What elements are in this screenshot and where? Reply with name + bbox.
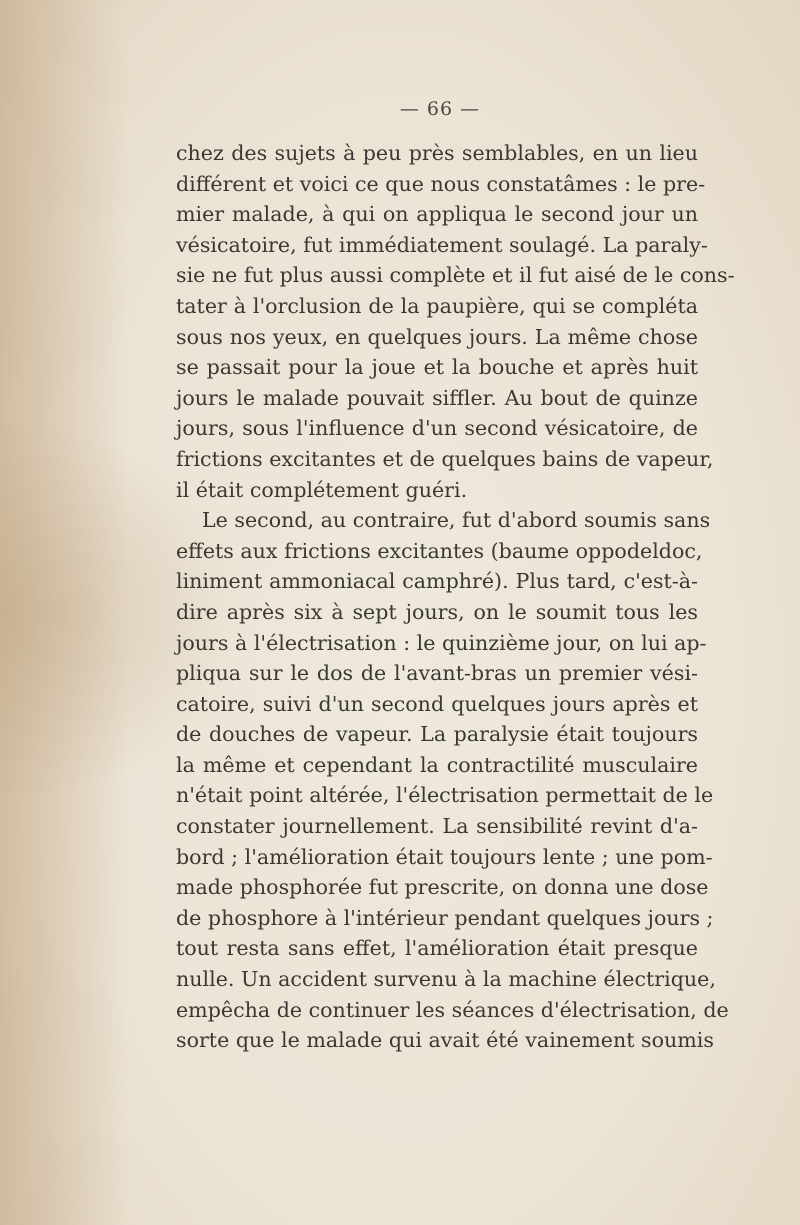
text-line: mier malade, à qui on appliqua le second jour un: [176, 202, 698, 227]
text-line: sorte que le malade qui avait été vainement soumis: [176, 1028, 714, 1053]
text-line: de douches de vapeur. La paralysie était toujours: [176, 722, 698, 747]
text-line: Le second, au contraire, fut d'abord soumis sans: [202, 508, 711, 533]
text-line: liniment ammoniacal camphré). Plus tard, c'est-à-: [176, 569, 698, 594]
text-line: made phosphorée fut prescrite, on donna une dose: [176, 875, 709, 900]
text-line: sous nos yeux, en quelques jours. La même chose: [176, 324, 698, 349]
text-line: effets aux frictions excitantes (baume oppodeldoc,: [176, 538, 703, 563]
page-number: — 66 —: [399, 98, 481, 120]
text-line: jours à l'électrisation : le quinzième jour, on lui ap-: [176, 630, 707, 655]
text-line: catoire, suivi d'un second quelques jours après et: [176, 691, 698, 716]
text-line: pliqua sur le dos de l'avant-bras un premier vési-: [176, 661, 698, 686]
text-line: chez des sujets à peu près semblables, en un lieu: [176, 141, 698, 165]
text-line: nulle. Un accident survenu à la machine électrique,: [176, 967, 716, 992]
text-line: jours le malade pouvait siffler. Au bout de quinze: [176, 385, 698, 410]
text-line: il était complétement guéri.: [176, 477, 468, 502]
text-line: dire après six à sept jours, on le soumit tous les: [176, 599, 698, 624]
text-line: constater journellement. La sensibilité revint d'a-: [176, 814, 698, 839]
text-line: frictions excitantes et de quelques bains de vapeur,: [176, 446, 714, 471]
text-line: différent et voici ce que nous constatâmes : le pre-: [176, 171, 706, 196]
text-line: tater à l'orclusion de la paupière, qui se compléta: [176, 293, 698, 318]
text-line: n'était point altérée, l'électrisation permettait de le: [176, 783, 714, 808]
text-line: jours, sous l'influence d'un second vésicatoire, de: [176, 416, 698, 441]
page-edge-stain: [0, 0, 130, 1225]
text-line: vésicatoire, fut immédiatement soulagé. La paraly-: [176, 232, 708, 257]
text-line: empêcha de continuer les séances d'électrisation, de: [176, 997, 729, 1022]
text-line: se passait pour la joue et la bouche et après huit: [176, 355, 698, 380]
text-line: la même et cependant la contractilité musculaire: [176, 752, 698, 777]
text-line: sie ne fut plus aussi complète et il fut aisé de le cons-: [176, 263, 735, 288]
text-line: tout resta sans effet, l'amélioration était presque: [176, 936, 698, 961]
text-line: de phosphore à l'intérieur pendant quelques jours ;: [176, 905, 714, 930]
text-line: bord ; l'amélioration était toujours lente ; une pom-: [176, 844, 713, 869]
body-text: [176, 138, 735, 1056]
